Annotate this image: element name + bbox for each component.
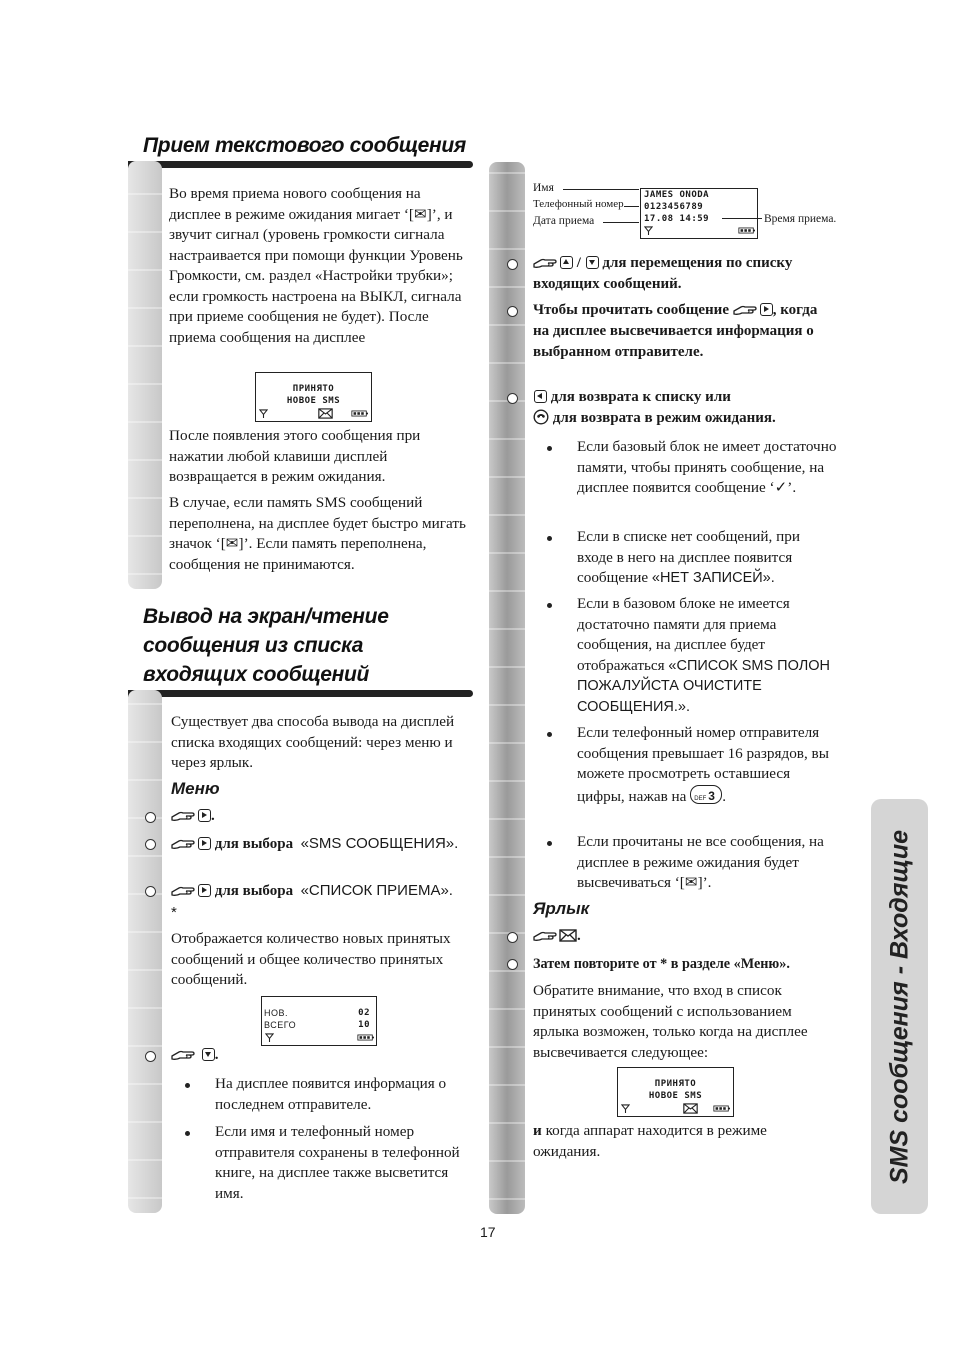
bullet-dot bbox=[547, 732, 552, 737]
leader-line bbox=[624, 206, 639, 207]
bullet-dot bbox=[547, 536, 552, 541]
lcd-new-label: НОВ. bbox=[264, 1008, 289, 1018]
battery-icon bbox=[713, 1105, 730, 1112]
key-3-icon[interactable] bbox=[690, 785, 722, 804]
step-bullet bbox=[145, 812, 156, 823]
menu-step-2-text: для выбора bbox=[214, 836, 294, 852]
step-bullet bbox=[145, 886, 156, 897]
right-key-icon[interactable] bbox=[198, 884, 211, 897]
label-date: Дата приема bbox=[533, 215, 595, 227]
menu-heading: Меню bbox=[171, 779, 220, 798]
lcd-sender-phone: 0123456789 bbox=[644, 202, 704, 212]
label-time: Время приема. bbox=[764, 213, 837, 225]
battery-icon bbox=[351, 410, 368, 417]
lcd-line-2: НОВОЕ SMS bbox=[648, 1091, 703, 1101]
envelope-key-icon[interactable] bbox=[559, 929, 577, 942]
note-4: Если телефонный номер отправителя сообщения превышает 16 разрядов, вы можете просмотреть оставшиеся цифры, нажав на DEF 3 . bbox=[577, 723, 839, 807]
bullet-dot bbox=[547, 603, 552, 608]
page-number: 17 bbox=[480, 1224, 496, 1240]
leader-line bbox=[722, 218, 762, 219]
note-1: Если базовый блок не имеет достаточно памяти, чтобы принять сообщение, на дисплее появится сообщение ‘✓’. bbox=[577, 438, 837, 496]
step-move-text: для перемещения по списку входящих сообщений. bbox=[533, 255, 793, 292]
note-2 bbox=[577, 527, 839, 589]
read-bullet-1: На дисплее появится информация о последнем отправителе. bbox=[215, 1075, 447, 1113]
section-rule bbox=[128, 161, 473, 168]
menu-step-4: . bbox=[171, 1045, 219, 1066]
menu-step-3 bbox=[171, 880, 461, 924]
note-4-text: Если телефонный номер отправителя сообщения превышает 16 разрядов, вы можете просмотреть оставшиеся цифры, нажав на bbox=[577, 724, 829, 805]
receive-para-3: В случае, если память SMS сообщений переполнена, на дисплее будет быстро мигать значок ‘[✉]’. Если память переполнена, сообщения не принимаются. bbox=[169, 494, 466, 573]
lcd-new-sms-1 bbox=[255, 372, 372, 422]
side-tab bbox=[871, 799, 928, 1214]
lcd-line-1: ПРИНЯТО bbox=[292, 384, 335, 394]
read-intro: Существует два способа вывода на дисплей списка входящих сообщений: через меню и через ярлык. bbox=[171, 713, 455, 771]
section-title-receive: Прием текстового сообщения bbox=[143, 134, 466, 157]
battery-icon bbox=[357, 1034, 374, 1041]
note-3-display: «СПИСОК SMS ПОЛОН ПОЖАЛУЙСТА ОЧИСТИТЕ СООБЩЕНИЯ.». bbox=[577, 657, 830, 715]
envelope-icon bbox=[683, 1103, 698, 1114]
shortcut-heading: Ярлык bbox=[533, 899, 590, 918]
hand-icon bbox=[533, 255, 559, 269]
shortcut-final bbox=[533, 1121, 833, 1162]
lcd-count bbox=[261, 996, 377, 1046]
lcd-sender-datetime: 17.08 14:59 bbox=[644, 214, 710, 224]
step-read: Чтобы прочитать сообщение , когда на дисплее высвечивается информация о выбранном отправителе. bbox=[533, 302, 818, 360]
antenna-icon bbox=[644, 226, 653, 235]
down-key-icon[interactable] bbox=[202, 1048, 215, 1061]
right-key-icon[interactable] bbox=[198, 809, 211, 822]
hand-icon bbox=[171, 836, 197, 850]
step-back-text-2: для возврата в режим ожидания. bbox=[552, 410, 776, 426]
lcd-total-label: ВСЕГО bbox=[264, 1020, 297, 1030]
bullet-dot bbox=[547, 446, 552, 451]
note-5: Если прочитаны не все сообщения, на дисплее в режиме ожидания будет высвечиваться ‘[✉]’. bbox=[577, 833, 824, 891]
right-key-icon[interactable] bbox=[760, 303, 773, 316]
step-bullet bbox=[507, 259, 518, 270]
antenna-icon bbox=[265, 1033, 274, 1042]
lcd-new-sms-2 bbox=[617, 1067, 734, 1117]
hand-icon bbox=[733, 302, 759, 316]
label-name: Имя bbox=[533, 182, 554, 194]
read-bullet-2: Если имя и телефонный номер отправителя сохранены в телефонной книге, на дисплее также высветится имя. bbox=[215, 1123, 460, 1202]
battery-icon bbox=[738, 227, 755, 234]
note-2-display: «НЕТ ЗАПИСЕЙ». bbox=[651, 570, 775, 586]
key-3-small: DEF bbox=[694, 795, 707, 802]
receive-para-1 bbox=[169, 184, 469, 348]
lcd-sender-info bbox=[640, 188, 758, 239]
lcd-total-value: 10 bbox=[358, 1020, 370, 1030]
bullet-dot bbox=[185, 1131, 190, 1136]
step-read-text-2: когда на дисплее высвечивается информация о выбранном отправителе. bbox=[533, 302, 818, 360]
menu-step-3-item: «СПИСОК ПРИЕМА». * bbox=[171, 882, 453, 921]
note-2-text: Если в списке нет сообщений, при входе в него на дисплее появится сообщение bbox=[577, 528, 800, 586]
note-3 bbox=[577, 594, 839, 717]
shortcut-repeat: Затем повторите от * в разделе «Меню». bbox=[533, 956, 790, 972]
leader-line bbox=[563, 189, 639, 190]
lcd-sender-name: JAMES ONODA bbox=[644, 190, 710, 200]
shortcut-attention: Обратите внимание, что вход в список принятых сообщений с использованием ярлыка возможен, только когда на дисплее высвечивается следующее: bbox=[533, 982, 808, 1061]
key-3-digit: 3 bbox=[708, 788, 715, 803]
step-bullet bbox=[507, 306, 518, 317]
step-back bbox=[533, 387, 833, 429]
down-key-icon[interactable] bbox=[586, 256, 599, 269]
hand-icon bbox=[171, 808, 197, 822]
section-title-read-l1: Вывод на экран/чтение bbox=[143, 605, 389, 628]
bullet-dot bbox=[547, 841, 552, 846]
decorative-strip bbox=[128, 690, 162, 1213]
end-call-key-icon[interactable] bbox=[533, 409, 549, 425]
note-3-text: Если в базовом блоке не имеется достаточно памяти для приема сообщения, на дисплее будет отображаться bbox=[577, 595, 790, 674]
shortcut-step-1: . bbox=[533, 926, 581, 947]
section-title-read-l3: входящих сообщений bbox=[143, 663, 370, 686]
step-bullet bbox=[507, 959, 518, 970]
label-phone: Телефонный номер bbox=[533, 198, 624, 210]
hand-icon bbox=[171, 1047, 197, 1061]
shortcut-final-bold: и bbox=[533, 1122, 542, 1139]
step-bullet bbox=[507, 932, 518, 943]
right-key-icon[interactable] bbox=[198, 837, 211, 850]
receive-para-2: После появления этого сообщения при нажатии любой клавиши дисплей возвращается в режим ожидания. bbox=[169, 427, 421, 485]
receive-para-1-text: Во время приема нового сообщения на дисплее в режиме ожидания мигает ‘[✉]’, и звучит сигнал (уровень громкости сигнала настраивается при помощи функции Уровень Громкости, см. раздел «Настройки трубки»; если громкость настроена на ВЫКЛ, сигнала при приеме сообщения не будет). После приема сообщения на дисплее bbox=[169, 185, 463, 346]
hand-icon bbox=[171, 883, 197, 897]
up-key-icon[interactable] bbox=[560, 256, 573, 269]
shortcut-final-text: когда аппарат находится в режиме ожидания. bbox=[533, 1122, 767, 1160]
leader-line bbox=[603, 222, 639, 223]
lcd-line-2: НОВОЕ SMS bbox=[286, 396, 341, 406]
hand-icon bbox=[533, 928, 559, 942]
step-move: / для перемещения по списку входящих сообщений. bbox=[533, 255, 793, 292]
decorative-strip bbox=[489, 162, 525, 1214]
step-bullet bbox=[145, 839, 156, 850]
count-note: Отображается количество новых принятых сообщений и общее количество принятых сообщений. bbox=[171, 930, 451, 988]
step-bullet bbox=[507, 393, 518, 404]
decorative-strip bbox=[128, 161, 162, 589]
lcd-line-1: ПРИНЯТО bbox=[654, 1079, 697, 1089]
step-read-text: Чтобы прочитать сообщение bbox=[533, 302, 729, 318]
menu-step-1: . bbox=[171, 806, 215, 827]
lcd-new-value: 02 bbox=[358, 1008, 370, 1018]
menu-step-2-item: «SMS СООБЩЕНИЯ». bbox=[300, 835, 459, 852]
section-rule bbox=[128, 690, 473, 697]
bullet-dot bbox=[185, 1083, 190, 1088]
section-title-read-l2: сообщения из списка bbox=[143, 634, 364, 657]
envelope-icon bbox=[318, 408, 333, 419]
left-key-icon[interactable] bbox=[534, 390, 547, 403]
antenna-icon bbox=[259, 409, 268, 418]
menu-step-2 bbox=[171, 833, 461, 855]
step-back-text-1: для возврата к списку или bbox=[550, 389, 731, 405]
antenna-icon bbox=[621, 1104, 630, 1113]
side-tab-label: SMS сообщения - Входящие bbox=[885, 829, 913, 1184]
menu-step-3-text: для выбора bbox=[214, 883, 294, 899]
step-bullet bbox=[145, 1051, 156, 1062]
